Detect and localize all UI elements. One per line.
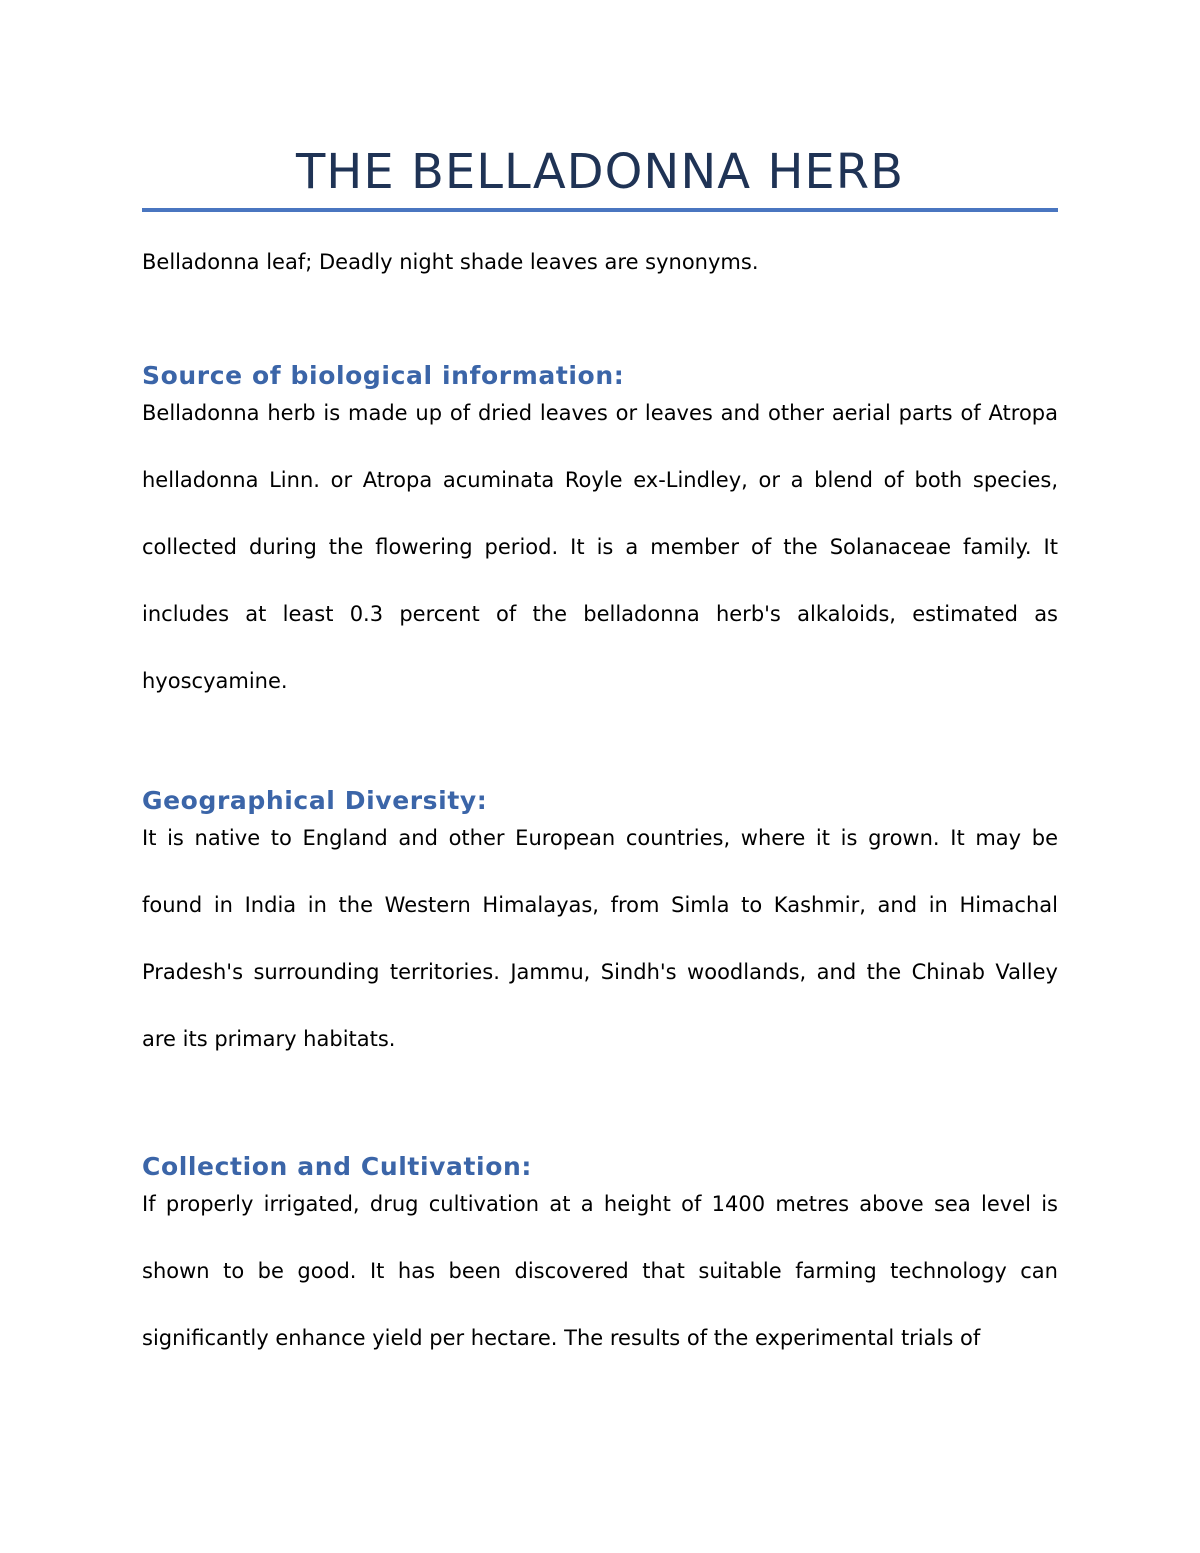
- synonyms-paragraph: Belladonna leaf; Deadly night shade leaves are synonyms.: [142, 250, 759, 274]
- section-body: It is native to England and other European countries, where it is grown. It may be found in India in the Western Himalayas, from Simla to Kashmir, and in Himachal Pradesh's surrounding territories. Jammu, Sindh's woodlands, and the Chinab Valley are its primary habitats.: [142, 826, 1058, 1051]
- section-collection-cultivation: [142, 1149, 1058, 1372]
- section-body: If properly irrigated, drug cultivation at a height of 1400 metres above sea level is shown to be good. It has been discovered that suitable farming technology can significantly enhance yield per hectare. The results of the experimental trials of: [142, 1192, 1058, 1350]
- section-heading: Geographical Diversity:: [142, 786, 488, 815]
- document-content: [142, 140, 1058, 1372]
- section-source-biological-information: [142, 358, 1058, 715]
- section-body: Belladonna herb is made up of dried leaves or leaves and other aerial parts of Atropa helladonna Linn. or Atropa acuminata Royle ex-Lindley, or a blend of both species, collected during the flowering period. It is a member of the Solanaceae family. It includes at least 0.3 percent of the belladonna herb's alkaloids, estimated as hyoscyamine.: [142, 401, 1058, 693]
- section-geographical-diversity: [142, 783, 1058, 1073]
- section-heading: Collection and Cultivation:: [142, 1152, 532, 1181]
- section-heading: Source of biological information:: [142, 361, 625, 390]
- document-title: THE BELLADONNA HERB: [142, 140, 1058, 212]
